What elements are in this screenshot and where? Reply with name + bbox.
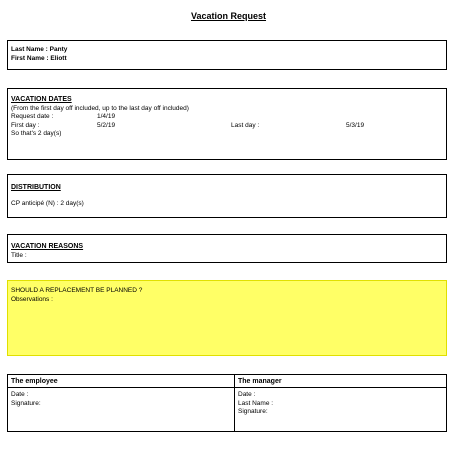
employee-signature-label: Signature: — [11, 399, 41, 407]
manager-signature-heading: The manager — [235, 375, 446, 388]
first-day-label: First day : — [11, 121, 40, 129]
reason-title-label: Title : — [11, 251, 27, 259]
distribution-section — [7, 174, 447, 218]
request-date-label: Request date : — [11, 113, 54, 121]
last-name-line: Last Name : Panty — [11, 46, 68, 53]
vacation-reasons-heading: VACATION REASONS — [11, 243, 84, 250]
first-day-value: 5/2/19 — [97, 121, 116, 129]
employee-signature-column — [8, 375, 235, 431]
signature-table — [7, 374, 447, 432]
distribution-line: CP anticipé (N) : 2 day(s) — [11, 199, 84, 207]
manager-signature-label: Signature: — [238, 408, 268, 416]
first-last-day-row — [11, 122, 443, 131]
total-days-line: So that's 2 day(s) — [11, 130, 62, 138]
last-day-value: 5/3/19 — [346, 121, 365, 129]
first-name-line: First Name : Eliott — [11, 54, 67, 62]
employee-name-section — [7, 40, 447, 70]
vacation-dates-heading: VACATION DATES — [11, 96, 72, 103]
manager-date-label: Date : — [238, 391, 256, 398]
manager-signature-column — [235, 375, 446, 431]
last-day-label: Last day : — [231, 121, 260, 129]
employee-date-label: Date : — [11, 391, 29, 398]
vacation-dates-note: (From the first day off included, up to the last day off included) — [11, 104, 189, 112]
request-date-value: 1/4/19 — [97, 113, 116, 121]
manager-last-name-label: Last Name : — [238, 399, 274, 407]
replacement-question: SHOULD A REPLACEMENT BE PLANNED ? — [11, 287, 143, 294]
vacation-dates-section — [7, 88, 447, 160]
replacement-section — [7, 280, 447, 356]
observations-label: Observations : — [11, 295, 53, 303]
distribution-heading: DISTRIBUTION — [11, 184, 61, 191]
vacation-reasons-section — [7, 234, 447, 263]
document-title: Vacation Request — [190, 11, 267, 21]
employee-signature-heading: The employee — [8, 375, 234, 388]
request-date-row — [11, 113, 443, 122]
